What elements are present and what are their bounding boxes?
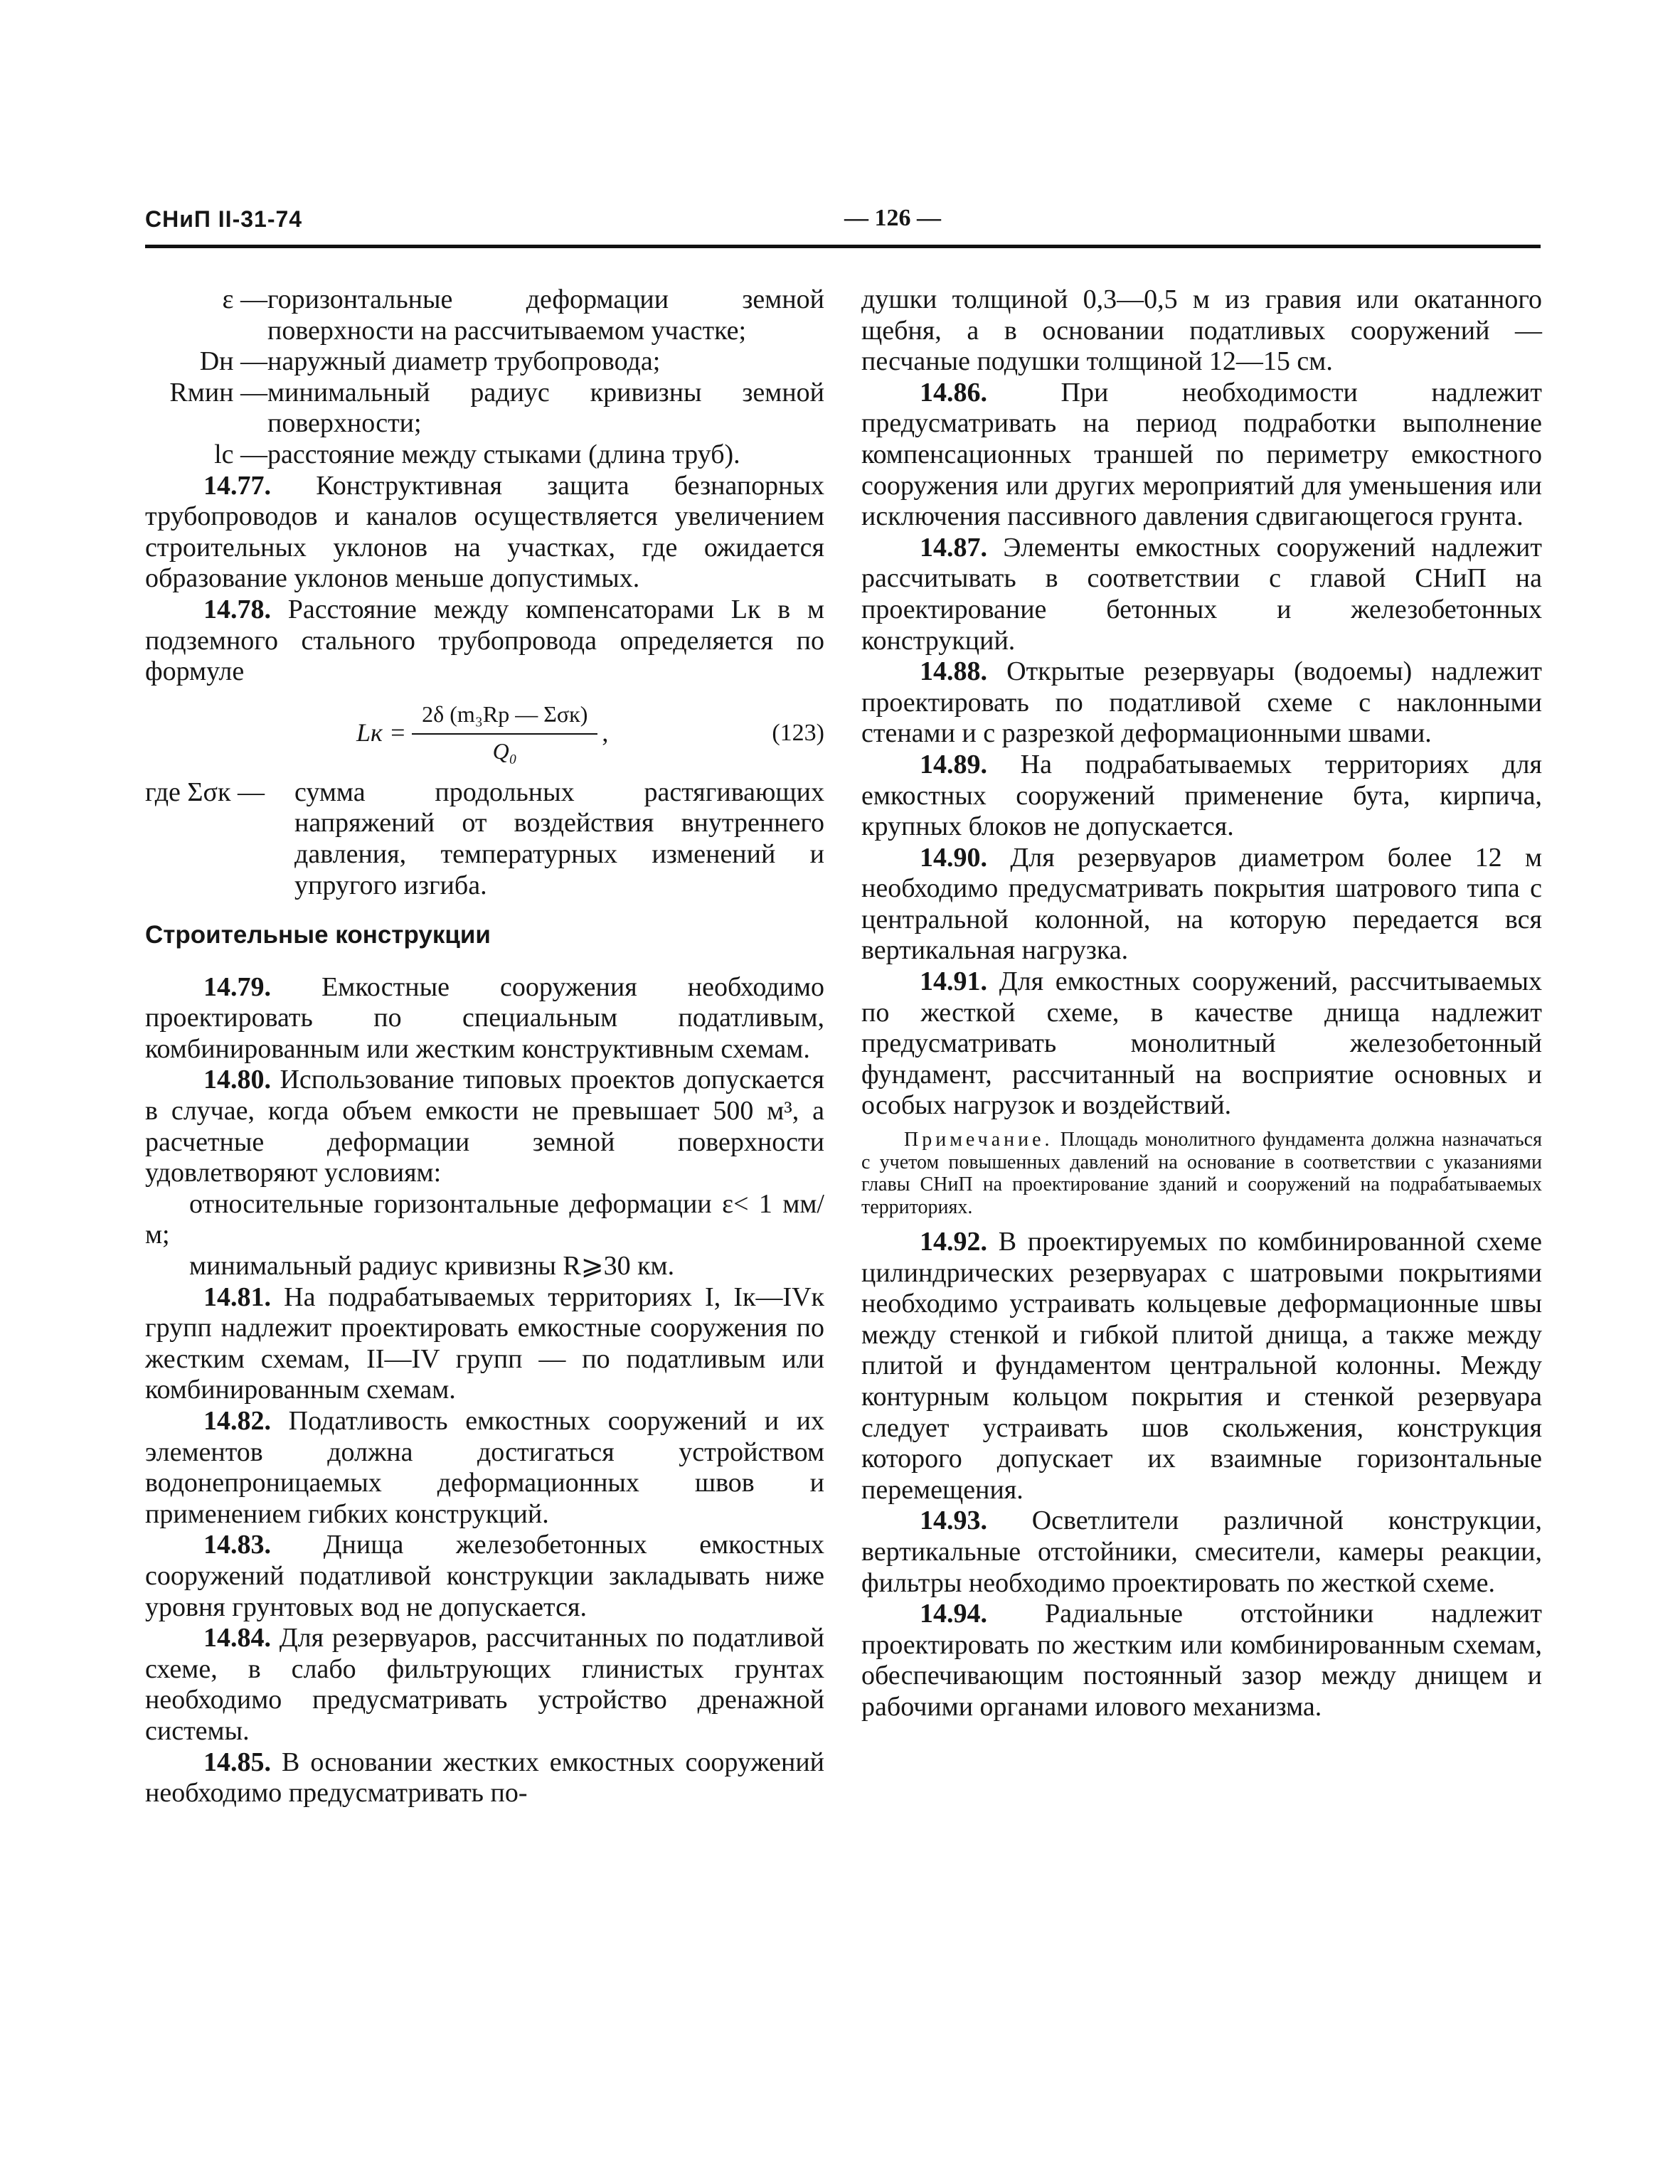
definition-symbol: ε — (222, 284, 267, 314)
document-code: СНиП II-31-74 (145, 206, 303, 232)
condition-deformation: относительные горизонтальные деформации ε< 1 мм/м; (145, 1188, 824, 1250)
note-label: Примечание. (904, 1129, 1053, 1151)
definition-symbol: lс — (214, 439, 267, 469)
clause-number: 14.87. (920, 532, 987, 563)
clause-14-87 (861, 533, 1542, 656)
clause-text: Для резервуаров диаметром более 12 м необходимо предусматривать покрытия шатрового типа с центральной колонной, на которую передается вся вертикальная нагрузка. (861, 842, 1542, 966)
clause-number: 14.92. (920, 1227, 987, 1257)
header-rule (145, 245, 1541, 248)
note (861, 1129, 1542, 1218)
clause-14-80 (145, 1065, 824, 1188)
clause-number: 14.88. (920, 656, 987, 687)
clause-14-93 (861, 1506, 1542, 1599)
clause-text: На подрабатываемых территориях для емкостных сооружений применение бута, кирпича, крупных блоков не допускается. (861, 749, 1542, 842)
clause-text: Податливость емкостных сооружений и их элементов должна достигаться устройством водонепроницаемых деформационных швов и применением гибких конструкций. (145, 1406, 825, 1529)
definition-text: минимальный радиус кривизны земной поверхности; (267, 377, 824, 439)
definition-symbol: Rмин — (169, 377, 267, 407)
condition-radius: минимальный радиус кривизны R⩾30 км. (189, 1251, 675, 1282)
clause-text: Для резервуаров, рассчитанных по податливой схеме, в слабо фильтрующих глинистых грунтах необходимо предусматривать устройство дренажной системы. (145, 1623, 825, 1746)
definition-symbol: где Σσк — (145, 777, 265, 807)
definition-symbol: Dн — (199, 346, 267, 377)
definition-text: сумма продольных растягивающих напряжений от воздействия внутреннего давления, температурных изменений и упругого изгиба. (294, 777, 824, 900)
clause-text: Осветлители различной конструкции, вертикальные отстойники, смесители, камеры реакции, фильтры необходимо проектировать по жесткой схеме. (861, 1506, 1543, 1598)
page-header (145, 206, 1541, 243)
clause-text: Использование типовых проектов допускается в случае, когда объем емкости не превышает 500 м³, а расчетные деформации земной поверхности удовлетворяют условиям: (145, 1065, 824, 1188)
page-number: — 126 — (844, 205, 941, 231)
formula-numerator: 2δ (m₃Rр — Σσк) (412, 699, 597, 735)
clause-14-78 (145, 595, 824, 688)
clause-text: При необходимости надлежит предусматривать на период подработки выполнение компенсационных траншей по периметру емкостного сооружения или других мероприятий для уменьшения или исключения пассивного давления сдвигающегося грунта. (861, 377, 1542, 532)
clause-number: 14.83. (203, 1530, 271, 1560)
clause-14-85 (145, 1747, 824, 1809)
clause-14-82 (145, 1406, 824, 1530)
clause-text: Конструктивная защита безнапорных трубопроводов и каналов осуществляется увеличением строительных уклонов на участках, где ожидается образование уклонов меньше допустимых. (145, 470, 824, 594)
clause-14-90 (861, 843, 1542, 966)
clause-number: 14.93. (920, 1506, 987, 1536)
clause-number: 14.89. (920, 749, 987, 779)
formula-lhs: Lк = (356, 718, 407, 747)
clause-number: 14.78. (203, 594, 271, 624)
formula-number: (123) (772, 719, 824, 746)
clause-14-84 (145, 1623, 824, 1747)
clause-text: В основании жестких емкостных сооружений необходимо предусматривать по- (145, 1747, 825, 1809)
clause-text: Расстояние между компенсаторами Lк в м подземного стального трубопровода определяется по формуле (145, 594, 824, 687)
clause-text: Элементы емкостных сооружений надлежит рассчитывать в соответствии с главой СНиП на проектирование бетонных и железобетонных конструкций. (861, 532, 1543, 656)
clause-14-89 (861, 750, 1542, 843)
clause-text: Радиальные отстойники надлежит проектировать по жестким или комбинированным схемам, обеспечивающим постоянный зазор между днищем и рабочими органами илового механизма. (861, 1599, 1542, 1722)
definition-outer-diameter (145, 346, 824, 378)
clause-text: Открытые резервуары (водоемы) надлежит проектировать по податливой схеме с наклонными стенами и с разрезкой деформационными швами. (861, 656, 1542, 749)
left-column (145, 284, 824, 1809)
clause-text: Емкостные сооружения необходимо проектировать по специальным податливым, комбинированным или жестким конструктивным схемам. (145, 971, 825, 1064)
definition-text: наружный диаметр трубопровода; (267, 346, 661, 377)
definition-epsilon (145, 284, 824, 346)
clause-text: Днища железобетонных емкостных сооружений податливой конструкции закладывать ниже уровня грунтовых вод не допускается. (145, 1530, 824, 1622)
symbol-definitions (145, 284, 824, 471)
clause-number: 14.77. (203, 470, 271, 501)
definition-text: горизонтальные деформации земной поверхности на рассчитываемом участке; (267, 284, 824, 346)
formula-denominator: Q₀ (492, 737, 517, 764)
clause-number: 14.86. (920, 377, 987, 407)
clause-14-92 (861, 1227, 1542, 1506)
clause-number: 14.90. (920, 842, 987, 873)
clause-number: 14.79. (203, 971, 271, 1002)
clause-number: 14.91. (920, 966, 987, 997)
formula-fraction (412, 699, 597, 767)
clause-14-88 (861, 656, 1542, 750)
definition-text: расстояние между стыками (длина труб). (267, 439, 740, 469)
clause-number: 14.82. (203, 1406, 271, 1436)
clause-14-83 (145, 1530, 824, 1623)
clause-14-79 (145, 972, 824, 1065)
formula-comma: , (602, 718, 609, 747)
note-text: Площадь монолитного фундамента должна назначаться с учетом повышенных давлений на основание в соответствии с указаниями главы СНиП на проектирование зданий и сооружений на подрабатываемых территориях. (861, 1129, 1542, 1218)
right-column (861, 284, 1542, 1723)
clause-text: Для емкостных сооружений, рассчитываемых по жесткой схеме, в качестве днища надлежит предусматривать монолитный железобетонный фундамент, рассчитанный на восприятие основных и особых нагрузок и воздействий. (861, 966, 1542, 1121)
clause-number: 14.94. (920, 1599, 987, 1629)
definition-min-radius (145, 378, 824, 440)
clause-number: 14.81. (203, 1282, 271, 1312)
clause-number: 14.85. (203, 1747, 271, 1777)
clause-14-85-continuation: душки толщиной 0,3—0,5 м из гравия или окатанного щебня, а в основании податливых сооружений — песчаные подушки толщиной 12—15 см. (861, 284, 1542, 377)
clause-text: На подрабатываемых территориях I, Iк—IVк групп надлежит проектировать емкостные сооружения по жестким схемам, II—IV групп — по податливым или комбинированным схемам. (145, 1282, 825, 1405)
section-heading: Строительные конструкции (145, 921, 491, 949)
definition-stress-sum (145, 777, 824, 901)
clause-14-91 (861, 966, 1542, 1122)
clause-number: 14.80. (203, 1065, 271, 1095)
clause-14-81 (145, 1282, 824, 1406)
definition-joint-distance (145, 440, 824, 471)
formula-123 (145, 693, 824, 773)
clause-number: 14.84. (203, 1623, 271, 1653)
clause-text: В проектируемых по комбинированной схеме цилиндрических резервуарах с шатровыми покрытиями необходимо устраивать кольцевые деформационные швы между стенкой и гибкой плитой днища, а также между плитой и фундаментом центральной колонны. Между контурным кольцом покрытия и стенкой резервуара следует устраивать шов скольжения, конструкция которого допускает их взаимные горизонтальные перемещения. (861, 1227, 1542, 1505)
clause-14-77 (145, 471, 824, 595)
clause-14-86 (861, 378, 1542, 533)
clause-14-94 (861, 1599, 1542, 1722)
